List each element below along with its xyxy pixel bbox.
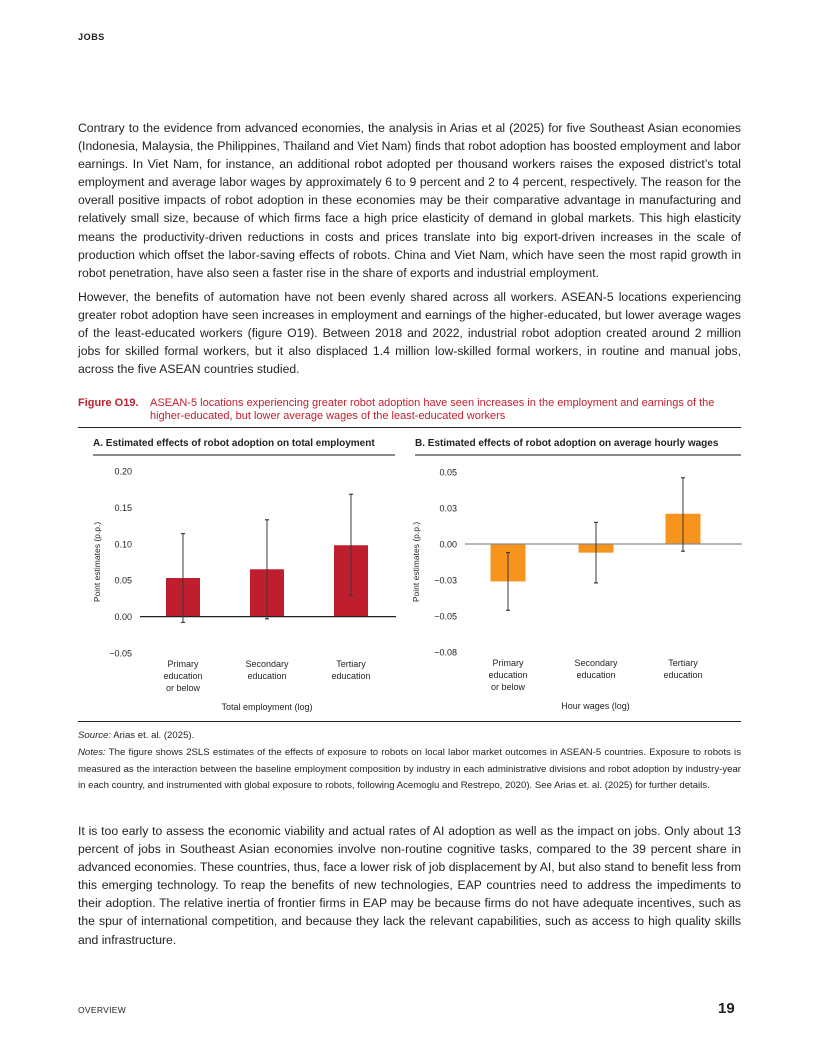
source-label: Source: <box>78 730 112 741</box>
x-category-label: Secondary <box>574 658 618 668</box>
page-number: 19 <box>718 1000 735 1017</box>
x-category-label: education <box>163 671 203 681</box>
error-bar <box>594 522 598 582</box>
panel-b-title: B. Estimated effects of robot adoption on average hourly wages <box>415 438 719 449</box>
notes-text: The figure shows 2SLS estimates of the effects of exposure to robots on local labor market outcomes in ASEAN-5 countries. Exposure to robots is measured as the interaction between the baseline employment composition by industry in each administrative divisions and robot adoption by industry-year in each country, and instrumented with global exposure to robots, following Acemoglu and Restrepo, 2020). See Arias et. al. (2025) for further details. <box>78 746 741 792</box>
figure-source-notes <box>78 728 741 795</box>
y-tick-label: 0.10 <box>114 539 132 550</box>
x-category-label: education <box>576 670 616 680</box>
x-category-label: education <box>331 671 371 681</box>
figure-label: Figure O19. <box>78 397 139 409</box>
x-category-label: education <box>247 671 287 681</box>
x-axis-title: Total employment (log) <box>221 702 313 712</box>
footer-section-label: OVERVIEW <box>78 1005 127 1015</box>
x-category-label: Primary <box>167 659 199 669</box>
figure-caption-text: ASEAN-5 locations experiencing greater robot adoption have seen increases in the employment and earnings of the higher-educated, but lower average wages of the least-educated workers <box>150 397 715 422</box>
chart-panel-b <box>405 456 745 718</box>
y-tick-label: 0.15 <box>114 502 132 513</box>
y-tick-label: −0.03 <box>434 575 457 586</box>
x-category-label: Tertiary <box>668 658 698 668</box>
y-tick-label: 0.05 <box>114 575 132 586</box>
figure-caption <box>78 397 741 423</box>
x-category-label: Tertiary <box>336 659 366 669</box>
x-category-label: education <box>663 670 703 680</box>
y-tick-label: −0.05 <box>109 648 132 659</box>
body-paragraph-1: Contrary to the evidence from advanced economies, the analysis in Arias et al (2025) for five Southeast Asian economies (Indonesia, Malaysia, the Philippines, Thailand and Viet Nam) finds that robot adoption has boosted employment and labor earnings. In Viet Nam, for instance, an additional robot adopted per thousand workers raises the exposed district’s total employment and average labor wages by approximately 6 to 9 percent and 2 to 4 percent, respectively. The reason for the overall positive impacts of robot adoption in these economies may be their comparative advantage in manufacturing and relatively small size, because of which firms face a high price elasticity of demand in global markets. This high elasticity means the productivity-driven reductions in costs and prices translate into big export-driven increases in the scale of production which offset the labor-saving effects of robots. China and Viet Nam, which have seen the most rapid growth in robot penetration, have also seen a faster rise in the share of exports and industrial employment. <box>78 121 741 280</box>
figure-top-rule <box>78 427 741 428</box>
source-text: Arias et. al. (2025). <box>111 730 195 741</box>
chart-panel-a <box>78 456 398 718</box>
y-axis-label: Point estimates (p.p.) <box>411 521 421 603</box>
body-paragraph-2: However, the benefits of automation have not been evenly shared across all workers. ASEAN-5 locations experiencing greater robot adoption have seen increases in employment and earnings of the higher-educated, but lower average wages of the least-educated workers (figure O19). Between 2018 and 2022, industrial robot adoption created around 2 million jobs for skilled formal workers, but it also displaced 1.4 million low-skilled formal workers, in routine and manual jobs, across the five ASEAN countries studied. <box>78 290 741 377</box>
y-tick-label: 0.03 <box>439 503 457 514</box>
figure-bottom-rule <box>78 721 741 722</box>
running-header: JOBS <box>78 32 105 42</box>
notes-label: Notes: <box>78 746 106 758</box>
x-category-label: or below <box>165 683 201 693</box>
x-category-label: Primary <box>492 658 524 668</box>
x-axis-title: Hour wages (log) <box>561 701 630 711</box>
y-tick-label: 0.20 <box>114 466 132 477</box>
y-tick-label: 0.05 <box>439 467 457 478</box>
y-tick-label: 0.00 <box>439 539 457 550</box>
y-tick-label: 0.00 <box>114 612 132 623</box>
x-category-label: or below <box>490 682 526 692</box>
y-tick-label: −0.05 <box>434 611 457 622</box>
y-tick-label: −0.08 <box>434 647 457 658</box>
body-paragraph-3: It is too early to assess the economic viability and actual rates of AI adoption as well as the impact on jobs. Only about 13 percent of jobs in Southeast Asian economies involve non-routine cognitive tasks, compared to the 39 percent share in advanced economies. These countries, thus, face a lower risk of job displacement by AI, but also stand to benefit less from this emerging technology. To reap the benefits of new technologies, EAP countries need to address the impediments to their adoption. The relative inertia of frontier firms in EAP may be because firms do not have adequate incentives, such as the spur of international competition, and because they lack the relevant capabilities, such as access to high quality skills and infrastructure. <box>78 824 741 947</box>
x-category-label: Secondary <box>245 659 289 669</box>
panel-a-title: A. Estimated effects of robot adoption on total employment <box>93 438 375 449</box>
y-axis-label: Point estimates (p.p.) <box>92 521 102 603</box>
x-category-label: education <box>488 670 528 680</box>
